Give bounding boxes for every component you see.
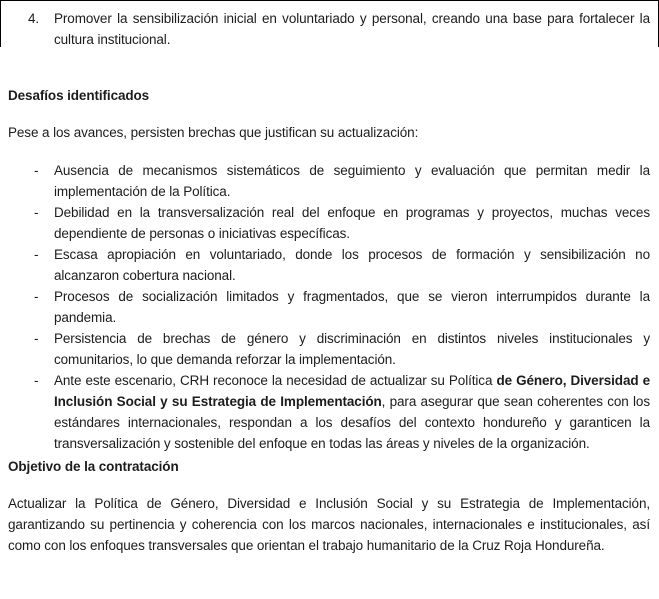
dash-marker: - [34, 331, 39, 346]
bullet-text-prefix: Ante este escenario, CRH reconoce la necesidad de actualizar su Política [54, 373, 497, 388]
section-heading-objetivo: Objetivo de la contratación [8, 459, 179, 474]
bullet-text-bold: de Género, Diversidad e Inclusión Social y su Estrategia de Implementación [54, 373, 650, 409]
bullet-text [54, 370, 650, 454]
dash-marker: - [34, 373, 39, 388]
numbered-list-item [8, 8, 650, 50]
bullet-item [8, 244, 650, 286]
bullet-text: Debilidad en la transversalización real del enfoque en programas y proyectos, muchas veces dependiente de personas o iniciativas específicas. [54, 205, 650, 241]
dash-marker: - [34, 205, 39, 220]
numbered-item-text: Promover la sensibilización inicial en voluntariado y personal, creando una base para fortalecer la cultura institucional. [54, 11, 650, 47]
bullet-text: Ausencia de mecanismos sistemáticos de seguimiento y evaluación que permitan medir la implementación de la Política. [54, 163, 650, 199]
bullet-item [8, 328, 650, 370]
bullet-item [8, 160, 650, 202]
bullet-list [8, 160, 650, 454]
section-heading-desafios: Desafíos identificados [8, 88, 150, 103]
bullet-text: Persistencia de brechas de género y discriminación en distintos niveles institucionales y comunitarios, lo que demanda reforzar la implementación. [54, 331, 650, 367]
table-border-left [0, 0, 1, 47]
bullet-item [8, 370, 650, 454]
table-border-top [0, 0, 659, 1]
list-number: 4. [28, 11, 40, 26]
dash-marker: - [34, 289, 39, 304]
bullet-text: Escasa apropiación en voluntariado, donde los procesos de formación y sensibilización no alcanzaron cobertura nacional. [54, 247, 650, 283]
dash-marker: - [34, 163, 39, 178]
bullet-item [8, 202, 650, 244]
bullet-text-suffix: , para asegurar que sean coherentes con los estándares internacionales, respondan a los desafíos del contexto hondureño y garanticen la transversalización y sostenible del enfoque en todas las áreas y niveles de la organización. [54, 394, 650, 451]
dash-marker: - [34, 247, 39, 262]
bullet-item [8, 286, 650, 328]
objective-paragraph: Actualizar la Política de Género, Diversidad e Inclusión Social y su Estrategia de Implementación, garantizando su pertinencia y coherencia con los marcos nacionales, internacionales e institucionales, así como con los enfoques transversales que orientan el trabajo humanitario de la Cruz Roja Hondureña. [8, 496, 650, 553]
intro-paragraph: Pese a los avances, persisten brechas que justifican su actualización: [8, 125, 419, 140]
bullet-text: Procesos de socialización limitados y fragmentados, que se vieron interrumpidos durante la pandemia. [54, 289, 650, 325]
